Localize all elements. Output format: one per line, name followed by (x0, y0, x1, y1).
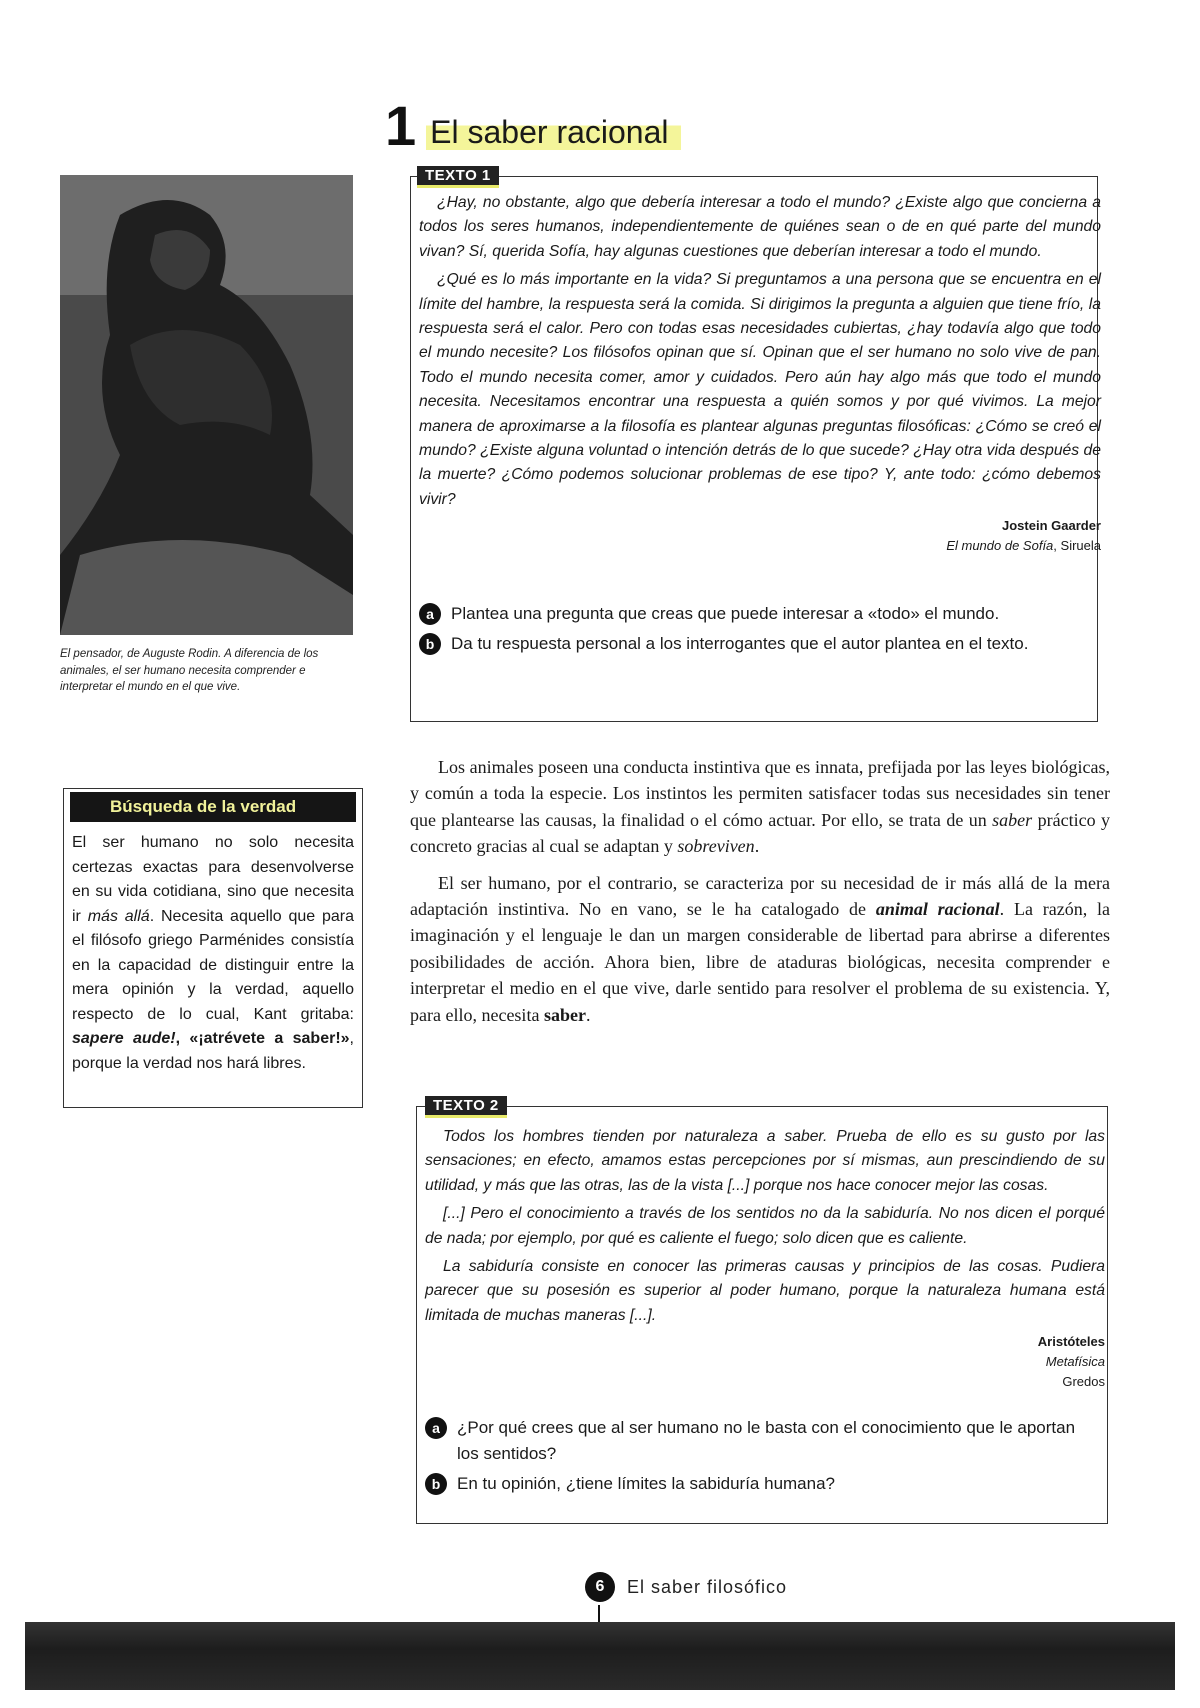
activity-item (419, 631, 1079, 657)
texto-2-paragraph: La sabiduría consiste en conocer las primeras causas y principios de las cosas. Pudiera parecer que su posesión es superior al poder humano, porque la naturaleza humana está limitada de muchas maneras [...]. (425, 1258, 1105, 1324)
texto-1-author: Jostein Gaarder (1002, 518, 1101, 534)
thinker-sculpture-drawing (60, 175, 353, 635)
body-italic: sobreviven (677, 836, 755, 857)
bottom-dark-band (25, 1622, 1175, 1690)
sidebar-latin-phrase: sapere aude! (72, 1030, 176, 1047)
activity-item (425, 1415, 1085, 1467)
texto-1-citation (419, 516, 1101, 556)
texto-2-publisher: Gredos (1062, 1374, 1105, 1390)
texto-1-work: El mundo de Sofía (946, 538, 1054, 554)
body-paragraph (410, 754, 1110, 860)
activity-bullet: b (425, 1473, 447, 1495)
texto-2-quote (425, 1125, 1105, 1392)
body-text: Los animales poseen una conducta instintiva que es innata, prefijada por las leyes biológicas, y común a toda la especie. Los instintos les permiten satisfacer todas sus necesidades sin tener que plantearse las causas, la finalidad o el cómo actuar. Por ello, se trata de un (410, 757, 1110, 830)
photo-caption: El pensador, de Auguste Rodin. A diferencia de los animales, el ser humano necesita comprender e interpretar el mundo en el que vive. (60, 648, 319, 694)
texto-2-label: TEXTO 2 (425, 1096, 507, 1118)
texto-1-box (410, 167, 1101, 722)
sidebar-emphasis: más allá (87, 907, 150, 925)
body-text: práctico y concreto gracias al cual se adaptan y (410, 809, 1110, 857)
chapter-heading (385, 94, 681, 157)
activity-item (425, 1471, 1085, 1497)
activity-text: Plantea una pregunta que creas que puede interesar a «todo» el mundo. (451, 604, 1000, 623)
body-bold-italic: animal racional (875, 899, 1000, 920)
activity-bullet: a (425, 1417, 447, 1439)
sidebar-text: , porque la verdad nos hará libres. (72, 1030, 354, 1072)
sidebar-text: El ser humano no solo necesita certezas exactas para desenvolverse en su vida cotidiana, sino que necesita ir (72, 834, 354, 925)
sidebar-body (64, 825, 362, 1082)
activity-bullet: a (419, 603, 441, 625)
activity-text: ¿Por qué crees que al ser humano no le basta con el conocimiento que le aportan los sentidos? (457, 1418, 1076, 1463)
page-number: 6 (585, 1572, 615, 1602)
body-paragraph (410, 870, 1110, 1028)
texto-1-activities (419, 601, 1079, 661)
texto-2-citation (425, 1332, 1105, 1392)
activity-text: Da tu respuesta personal a los interrogantes que el autor plantea en el texto. (451, 634, 1029, 653)
activity-bullet: b (419, 633, 441, 655)
chapter-number: 1 (385, 94, 417, 157)
texto-2-paragraph: Todos los hombres tienden por naturaleza a saber. Prueba de ello es su gusto por las sensaciones; en efecto, amamos estas percepciones por sí mismas, aun prescindiendo de su utilidad, y más que las otras, las de la vista [...] porque nos hace conocer mejor las cosas. (425, 1128, 1105, 1194)
texto-2-activities (425, 1415, 1085, 1501)
chapter-title: El saber racional (426, 115, 680, 150)
body-text: . (585, 1004, 591, 1025)
sidebar-text: . Necesita aquello que para el filósofo griego Parménides consistía en la capacidad de distinguir entre la mera opinión y la verdad, aquello respecto de lo cual, Kant gritaba: (72, 907, 355, 1023)
section-title: El saber filosófico (627, 1576, 788, 1597)
texto-1-quote (419, 191, 1101, 556)
activity-text: En tu opinión, ¿tiene límites la sabiduría humana? (457, 1474, 836, 1493)
sidebar-translation: , «¡atrévete a saber!» (175, 1030, 350, 1047)
truth-search-sidebar (63, 788, 363, 1108)
body-text: El ser humano, por el contrario, se caracteriza por su necesidad de ir más allá de la mera adaptación instintiva. No en vano, se le ha catalogado de (410, 872, 1110, 920)
texto-1-label: TEXTO 1 (417, 166, 499, 188)
texto-1-publisher: , Siruela (1053, 538, 1101, 554)
body-text: . (754, 836, 760, 857)
page-footer (585, 1572, 787, 1602)
texto-2-paragraph: [...] Pero el conocimiento a través de los sentidos no da la sabiduría. No nos dicen el porqué de nada; por ejemplo, por qué es caliente el fuego; solo dicen que es caliente. (425, 1205, 1105, 1247)
sidebar-title: Búsqueda de la verdad (70, 792, 356, 822)
texto-2-box (416, 1097, 1108, 1524)
texto-2-work: Metafísica (1045, 1354, 1105, 1370)
main-body-text (410, 754, 1110, 1038)
activity-item (419, 601, 1079, 627)
texto-1-paragraph: ¿Hay, no obstante, algo que debería interesar a todo el mundo? ¿Existe algo que concierna a todos los seres humanos, independientemente de quiénes sean o de en qué parte del mundo vivan? Sí, querida Sofía, hay algunas cuestiones que deberían interesar a todo el mundo. (419, 194, 1101, 260)
texto-1-paragraph: ¿Qué es lo más importante en la vida? Si preguntamos a una persona que se encuentra en el límite del hambre, la respuesta será la comida. Si dirigimos la pregunta a alguien que tiene frío, la respuesta será el calor. Pero con todas esas necesidades cubiertas, ¿hay todavía algo que todo el mundo necesite? Los filósofos opinan que sí. Opinan que el ser humano no solo vive de pan. Todo el mundo necesita comer, amor y cuidados. Pero aún hay algo más que todo el mundo necesita. Necesitamos encontrar una respuesta a quién somos y por qué vivimos. La mejor manera de aproximarse a la filosofía es plantear algunas preguntas filosóficas: ¿Cómo se creó el mundo? ¿Existe alguna voluntad o intención detrás de lo que sucede? ¿Hay otra vida después de la muerte? ¿Cómo podemos solucionar problemas de ese tipo? Y, ante todo: ¿cómo debemos vivir? (419, 271, 1101, 508)
body-text: . La razón, la imaginación y el lenguaje le dan un margen considerable de libertad para abrirse a diferentes posibilidades de acción. Ahora bien, libre de ataduras biológicas, necesita comprender e interpretar el medio en el que vive, darle sentido para resolver el problema de su existencia. Y, para ello, necesita (410, 899, 1110, 1025)
thinker-sculpture-image (60, 175, 353, 635)
texto-2-author: Aristóteles (1037, 1334, 1105, 1350)
body-italic: saber (992, 809, 1033, 830)
body-bold: saber (543, 1004, 586, 1025)
